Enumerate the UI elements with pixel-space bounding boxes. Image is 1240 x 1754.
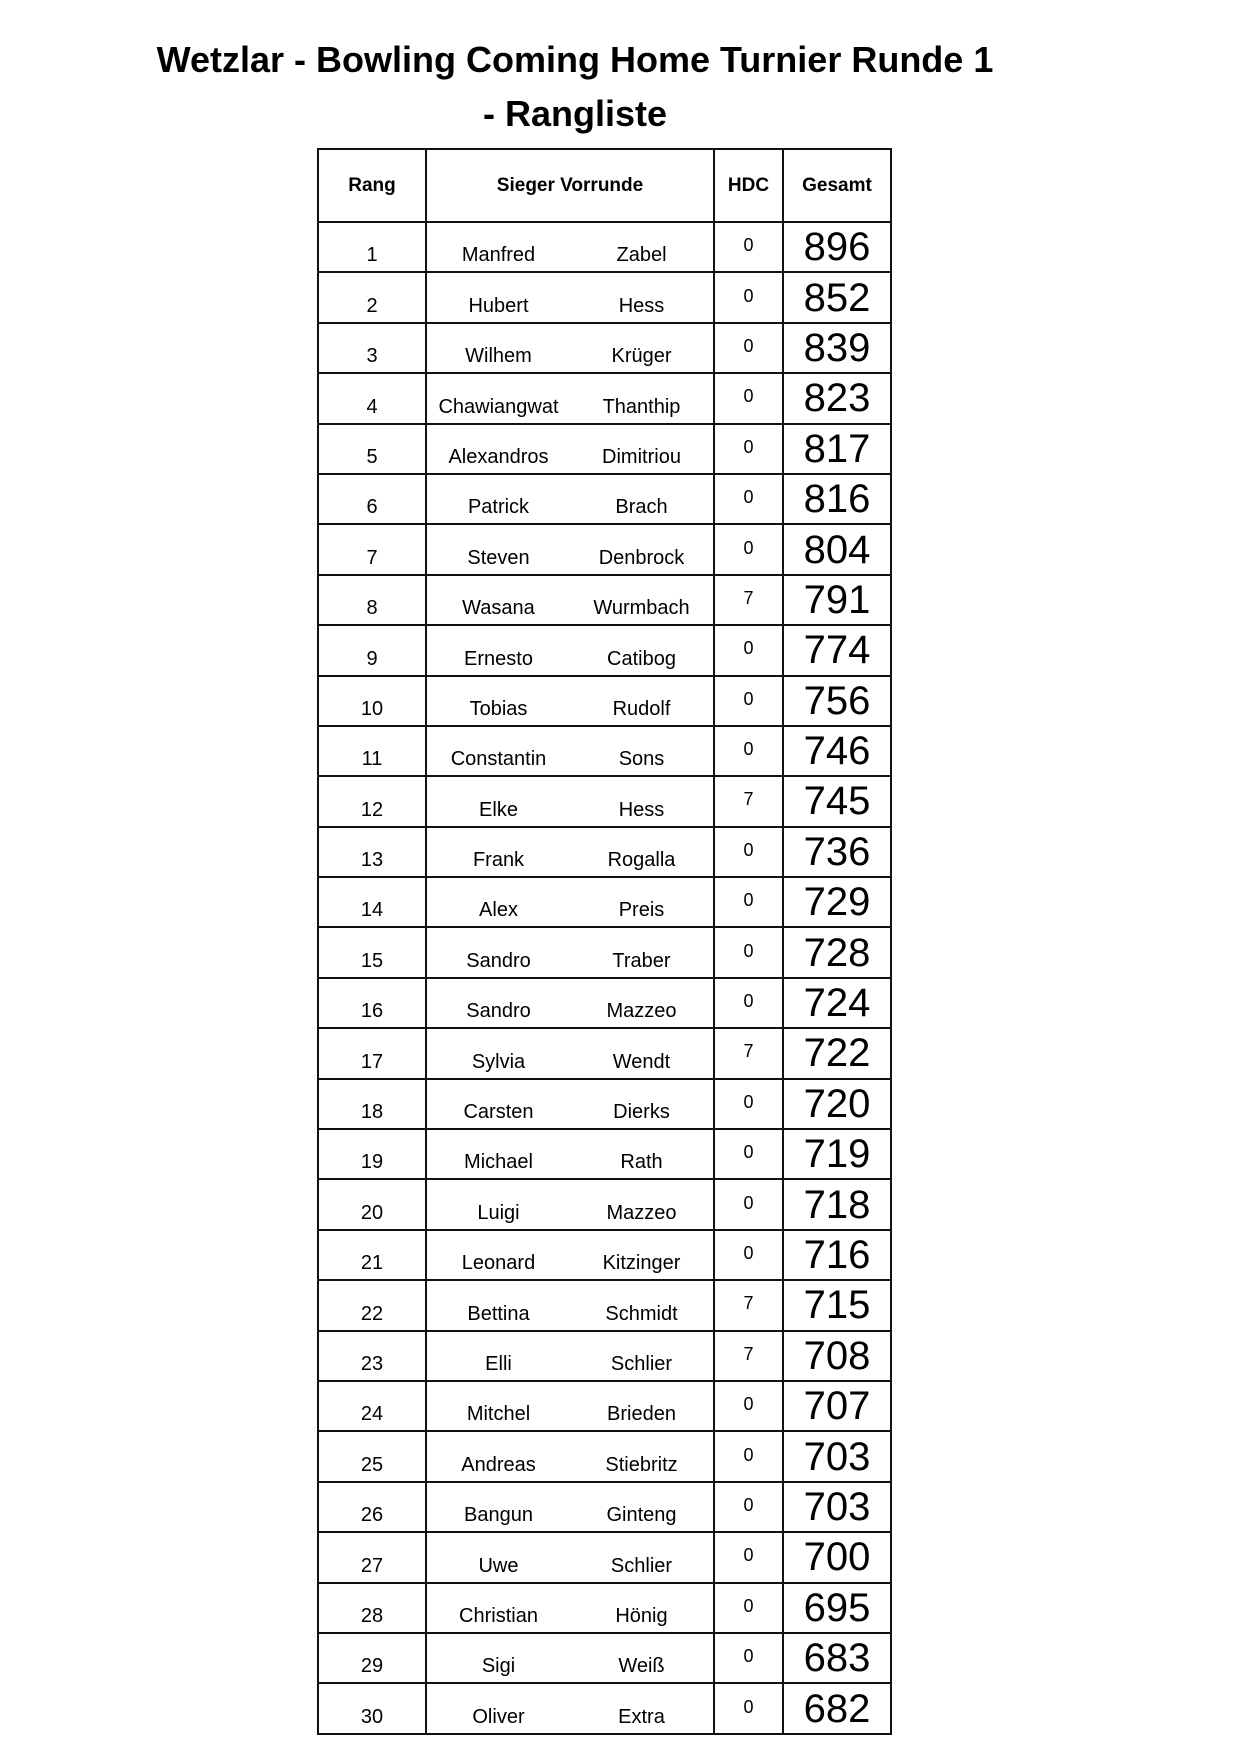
rank-cell: 16 [318, 978, 426, 1028]
page-title-line-2: - Rangliste [482, 93, 668, 134]
first-name: Christian [459, 1604, 538, 1627]
first-name: Bangun [464, 1504, 533, 1527]
table-row [318, 1633, 891, 1683]
handicap-cell: 0 [714, 1079, 783, 1129]
last-name: Traber [612, 949, 671, 972]
player-name [427, 1102, 713, 1122]
total-score-cell: 700 [783, 1532, 891, 1582]
total-score-cell: 703 [783, 1482, 891, 1532]
player-name-cell [426, 1230, 714, 1280]
total-score-cell: 718 [783, 1179, 891, 1229]
player-name-cell [426, 1280, 714, 1330]
last-name: Rudolf [612, 697, 671, 720]
total-score-cell: 728 [783, 927, 891, 977]
player-name [427, 1152, 713, 1172]
total-score-cell: 852 [783, 272, 891, 322]
total-score-cell: 695 [783, 1583, 891, 1633]
player-name [427, 1304, 713, 1324]
header-row [318, 149, 891, 222]
player-name-cell [426, 1633, 714, 1683]
table-row [318, 272, 891, 322]
total-score-cell: 791 [783, 575, 891, 625]
total-score-cell: 896 [783, 222, 891, 272]
last-name: Denbrock [598, 546, 685, 569]
total-score-cell: 707 [783, 1381, 891, 1431]
table-row [318, 323, 891, 373]
last-name: Rogalla [607, 849, 676, 872]
handicap-cell: 0 [714, 1583, 783, 1633]
handicap-cell: 0 [714, 625, 783, 675]
first-name: Sigi [481, 1655, 516, 1678]
last-name: Zabel [616, 244, 667, 267]
total-score-cell: 839 [783, 323, 891, 373]
player-name-cell [426, 373, 714, 423]
handicap-cell: 0 [714, 726, 783, 776]
handicap-cell: 0 [714, 1482, 783, 1532]
table-row [318, 827, 891, 877]
rank-cell: 30 [318, 1683, 426, 1733]
table-row [318, 1230, 891, 1280]
rank-cell: 23 [318, 1331, 426, 1381]
player-name [427, 1001, 713, 1021]
handicap-cell: 0 [714, 424, 783, 474]
rank-cell: 20 [318, 1179, 426, 1229]
handicap-cell: 0 [714, 222, 783, 272]
total-score-cell: 683 [783, 1633, 891, 1683]
last-name: Sons [618, 748, 665, 771]
handicap-cell: 7 [714, 1331, 783, 1381]
total-score-cell: 746 [783, 726, 891, 776]
handicap-cell: 7 [714, 1028, 783, 1078]
last-name: Hess [618, 798, 665, 821]
column-header-rang: Rang [318, 149, 426, 222]
player-name-cell [426, 575, 714, 625]
rank-cell: 9 [318, 625, 426, 675]
table-row [318, 1431, 891, 1481]
rank-cell: 22 [318, 1280, 426, 1330]
table-row [318, 424, 891, 474]
table-row [318, 726, 891, 776]
player-name-cell [426, 1482, 714, 1532]
first-name: Tobias [469, 697, 528, 720]
total-score-cell: 724 [783, 978, 891, 1028]
handicap-cell: 0 [714, 978, 783, 1028]
player-name-cell [426, 323, 714, 373]
player-name [427, 245, 713, 265]
page-title [100, 33, 1050, 141]
handicap-cell: 0 [714, 323, 783, 373]
player-name-cell [426, 1532, 714, 1582]
rank-cell: 19 [318, 1129, 426, 1179]
first-name: Wasana [462, 597, 535, 620]
rank-cell: 14 [318, 877, 426, 927]
ranking-table [317, 148, 892, 1735]
player-name [427, 850, 713, 870]
player-name [427, 1505, 713, 1525]
table-row [318, 1079, 891, 1129]
player-name [427, 800, 713, 820]
handicap-cell: 0 [714, 1381, 783, 1431]
column-header-hdc: HDC [714, 149, 783, 222]
table-row [318, 776, 891, 826]
rank-cell: 27 [318, 1532, 426, 1582]
rank-cell: 1 [318, 222, 426, 272]
player-name-cell [426, 424, 714, 474]
player-name [427, 1707, 713, 1727]
player-name [427, 1404, 713, 1424]
player-name [427, 296, 713, 316]
player-name [427, 1606, 713, 1626]
first-name: Frank [472, 849, 525, 872]
table-row [318, 1683, 891, 1733]
total-score-cell: 682 [783, 1683, 891, 1733]
rank-cell: 4 [318, 373, 426, 423]
total-score-cell: 703 [783, 1431, 891, 1481]
rank-cell: 8 [318, 575, 426, 625]
first-name: Luigi [477, 1201, 520, 1224]
total-score-cell: 774 [783, 625, 891, 675]
handicap-cell: 0 [714, 1683, 783, 1733]
first-name: Bettina [467, 1302, 530, 1325]
last-name: Krüger [611, 345, 672, 368]
table-row [318, 1280, 891, 1330]
table-row [318, 625, 891, 675]
player-name-cell [426, 676, 714, 726]
last-name: Mazzeo [606, 1201, 677, 1224]
last-name: Schlier [610, 1352, 673, 1375]
table-row [318, 1129, 891, 1179]
handicap-cell: 0 [714, 1633, 783, 1683]
total-score-cell: 745 [783, 776, 891, 826]
player-name-cell [426, 726, 714, 776]
last-name: Thanthip [602, 395, 681, 418]
column-header-total: Gesamt [783, 149, 891, 222]
player-name-cell [426, 524, 714, 574]
rank-cell: 12 [318, 776, 426, 826]
rank-cell: 6 [318, 474, 426, 524]
player-name-cell [426, 1129, 714, 1179]
first-name: Constantin [450, 748, 547, 771]
rank-cell: 11 [318, 726, 426, 776]
first-name: Andreas [461, 1453, 536, 1476]
player-name [427, 1052, 713, 1072]
player-name [427, 749, 713, 769]
handicap-cell: 7 [714, 575, 783, 625]
player-name-cell [426, 1028, 714, 1078]
total-score-cell: 804 [783, 524, 891, 574]
total-score-cell: 720 [783, 1079, 891, 1129]
handicap-cell: 0 [714, 272, 783, 322]
player-name-cell [426, 827, 714, 877]
table-row [318, 373, 891, 423]
first-name: Leonard [461, 1252, 536, 1275]
player-name-cell [426, 1079, 714, 1129]
table-row [318, 524, 891, 574]
table-row [318, 575, 891, 625]
table-row [318, 877, 891, 927]
table-row [318, 222, 891, 272]
first-name: Manfred [461, 244, 536, 267]
first-name: Elke [479, 798, 518, 821]
total-score-cell: 722 [783, 1028, 891, 1078]
last-name: Preis [618, 899, 665, 922]
total-score-cell: 736 [783, 827, 891, 877]
last-name: Wendt [612, 1050, 671, 1073]
ranking-table-body [318, 222, 891, 1734]
handicap-cell: 0 [714, 1431, 783, 1481]
handicap-cell: 0 [714, 373, 783, 423]
total-score-cell: 816 [783, 474, 891, 524]
table-row [318, 1381, 891, 1431]
player-name [427, 699, 713, 719]
handicap-cell: 0 [714, 1532, 783, 1582]
last-name: Stiebritz [605, 1453, 678, 1476]
player-name-cell [426, 1179, 714, 1229]
rank-cell: 25 [318, 1431, 426, 1481]
player-name [427, 346, 713, 366]
last-name: Dimitriou [602, 445, 681, 468]
player-name [427, 548, 713, 568]
player-name [427, 1455, 713, 1475]
first-name: Oliver [472, 1705, 525, 1728]
first-name: Sylvia [471, 1050, 526, 1073]
total-score-cell: 823 [783, 373, 891, 423]
table-row [318, 1331, 891, 1381]
player-name [427, 900, 713, 920]
rank-cell: 29 [318, 1633, 426, 1683]
ranking-table-header [318, 149, 891, 222]
player-name-cell [426, 625, 714, 675]
player-name-cell [426, 474, 714, 524]
handicap-cell: 0 [714, 927, 783, 977]
total-score-cell: 716 [783, 1230, 891, 1280]
player-name [427, 1354, 713, 1374]
player-name [427, 447, 713, 467]
handicap-cell: 0 [714, 877, 783, 927]
first-name: Carsten [463, 1101, 534, 1124]
player-name [427, 598, 713, 618]
total-score-cell: 715 [783, 1280, 891, 1330]
first-name: Ernesto [464, 647, 533, 670]
player-name [427, 397, 713, 417]
last-name: Catibog [607, 647, 676, 670]
first-name: Steven [467, 546, 530, 569]
first-name: Sandro [466, 949, 531, 972]
player-name [427, 1556, 713, 1576]
rank-cell: 13 [318, 827, 426, 877]
first-name: Uwe [478, 1554, 519, 1577]
rank-cell: 18 [318, 1079, 426, 1129]
handicap-cell: 7 [714, 776, 783, 826]
rank-cell: 3 [318, 323, 426, 373]
last-name: Brieden [607, 1403, 676, 1426]
rank-cell: 24 [318, 1381, 426, 1431]
first-name: Hubert [468, 294, 529, 317]
rank-cell: 28 [318, 1583, 426, 1633]
rank-cell: 10 [318, 676, 426, 726]
player-name-cell [426, 1431, 714, 1481]
handicap-cell: 0 [714, 1230, 783, 1280]
first-name: Sandro [466, 1000, 531, 1023]
player-name [427, 497, 713, 517]
handicap-cell: 0 [714, 676, 783, 726]
handicap-cell: 0 [714, 524, 783, 574]
total-score-cell: 756 [783, 676, 891, 726]
last-name: Schlier [610, 1554, 673, 1577]
first-name: Wilhem [465, 345, 532, 368]
last-name: Dierks [613, 1101, 670, 1124]
player-name-cell [426, 978, 714, 1028]
rank-cell: 5 [318, 424, 426, 474]
player-name-cell [426, 1331, 714, 1381]
first-name: Chawiangwat [438, 395, 559, 418]
last-name: Schmidt [605, 1302, 678, 1325]
player-name [427, 951, 713, 971]
table-row [318, 1179, 891, 1229]
total-score-cell: 708 [783, 1331, 891, 1381]
last-name: Ginteng [606, 1504, 677, 1527]
player-name-cell [426, 272, 714, 322]
handicap-cell: 0 [714, 827, 783, 877]
first-name: Alex [479, 899, 518, 922]
last-name: Weiß [618, 1655, 665, 1678]
last-name: Extra [618, 1705, 665, 1728]
column-header-name: Sieger Vorrunde [426, 149, 714, 222]
player-name [427, 1253, 713, 1273]
table-row [318, 1028, 891, 1078]
page-title-line-1: Wetzlar - Bowling Coming Home Turnier Runde 1 [156, 39, 994, 80]
table-row [318, 676, 891, 726]
first-name: Patrick [467, 496, 530, 519]
first-name: Michael [464, 1151, 533, 1174]
total-score-cell: 817 [783, 424, 891, 474]
table-row [318, 1482, 891, 1532]
player-name [427, 1656, 713, 1676]
table-row [318, 978, 891, 1028]
player-name-cell [426, 1583, 714, 1633]
first-name: Alexandros [448, 445, 549, 468]
player-name [427, 1203, 713, 1223]
handicap-cell: 7 [714, 1280, 783, 1330]
last-name: Rath [620, 1151, 663, 1174]
player-name-cell [426, 776, 714, 826]
rank-cell: 17 [318, 1028, 426, 1078]
handicap-cell: 0 [714, 1129, 783, 1179]
player-name-cell [426, 1381, 714, 1431]
rank-cell: 2 [318, 272, 426, 322]
last-name: Hess [618, 294, 665, 317]
player-name-cell [426, 222, 714, 272]
first-name: Elli [485, 1352, 512, 1375]
last-name: Brach [615, 496, 668, 519]
table-row [318, 474, 891, 524]
table-row [318, 927, 891, 977]
first-name: Mitchel [466, 1403, 531, 1426]
last-name: Kitzinger [602, 1252, 681, 1275]
player-name [427, 649, 713, 669]
last-name: Wurmbach [593, 597, 690, 620]
total-score-cell: 729 [783, 877, 891, 927]
last-name: Hönig [615, 1604, 668, 1627]
player-name-cell [426, 927, 714, 977]
handicap-cell: 0 [714, 474, 783, 524]
rank-cell: 26 [318, 1482, 426, 1532]
rank-cell: 21 [318, 1230, 426, 1280]
table-row [318, 1532, 891, 1582]
rank-cell: 7 [318, 524, 426, 574]
player-name-cell [426, 877, 714, 927]
rank-cell: 15 [318, 927, 426, 977]
total-score-cell: 719 [783, 1129, 891, 1179]
player-name-cell [426, 1683, 714, 1733]
table-row [318, 1583, 891, 1633]
last-name: Mazzeo [606, 1000, 677, 1023]
handicap-cell: 0 [714, 1179, 783, 1229]
